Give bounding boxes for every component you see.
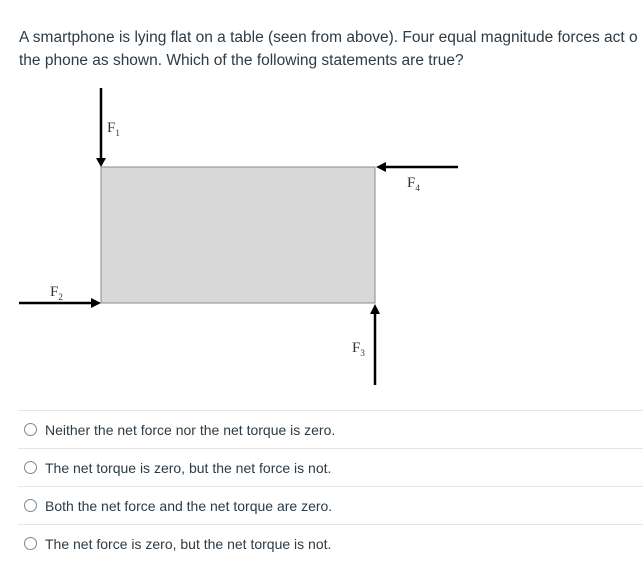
- answer-option-4[interactable]: [18, 524, 643, 562]
- force-arrow-f1: [96, 88, 106, 167]
- radio-button-icon[interactable]: [24, 499, 37, 512]
- answer-option-3[interactable]: [18, 486, 643, 524]
- force-label-f4: $F_4$: [407, 175, 420, 193]
- force-arrow-f4: [376, 162, 458, 172]
- answer-label: The net force is zero, but the net torque is not.: [45, 535, 332, 552]
- force-label-f1: $F_1$: [107, 120, 120, 138]
- radio-button-icon[interactable]: [24, 461, 37, 474]
- question-line-1: A smartphone is lying flat on a table (seen from above). Four equal magnitude forces act o: [19, 29, 638, 46]
- force-label-f3: $F_3$: [352, 340, 365, 358]
- answer-option-1[interactable]: [18, 410, 643, 448]
- answer-label: Neither the net force nor the net torque is zero.: [45, 421, 336, 438]
- answer-option-2[interactable]: [18, 448, 643, 486]
- radio-button-icon[interactable]: [24, 537, 37, 550]
- question-line-2: the phone as shown. Which of the following statements are true?: [19, 52, 464, 69]
- radio-button-icon[interactable]: [24, 423, 37, 436]
- question-text: [19, 26, 643, 72]
- answer-list: [18, 410, 643, 562]
- smartphone-rectangle: [101, 167, 375, 303]
- force-diagram: [0, 80, 643, 400]
- force-label-f2: $F_2$: [50, 284, 63, 302]
- answer-label: Both the net force and the net torque are zero.: [45, 497, 333, 514]
- force-arrow-f3: [370, 304, 380, 385]
- answer-label: The net torque is zero, but the net force is not.: [45, 459, 332, 476]
